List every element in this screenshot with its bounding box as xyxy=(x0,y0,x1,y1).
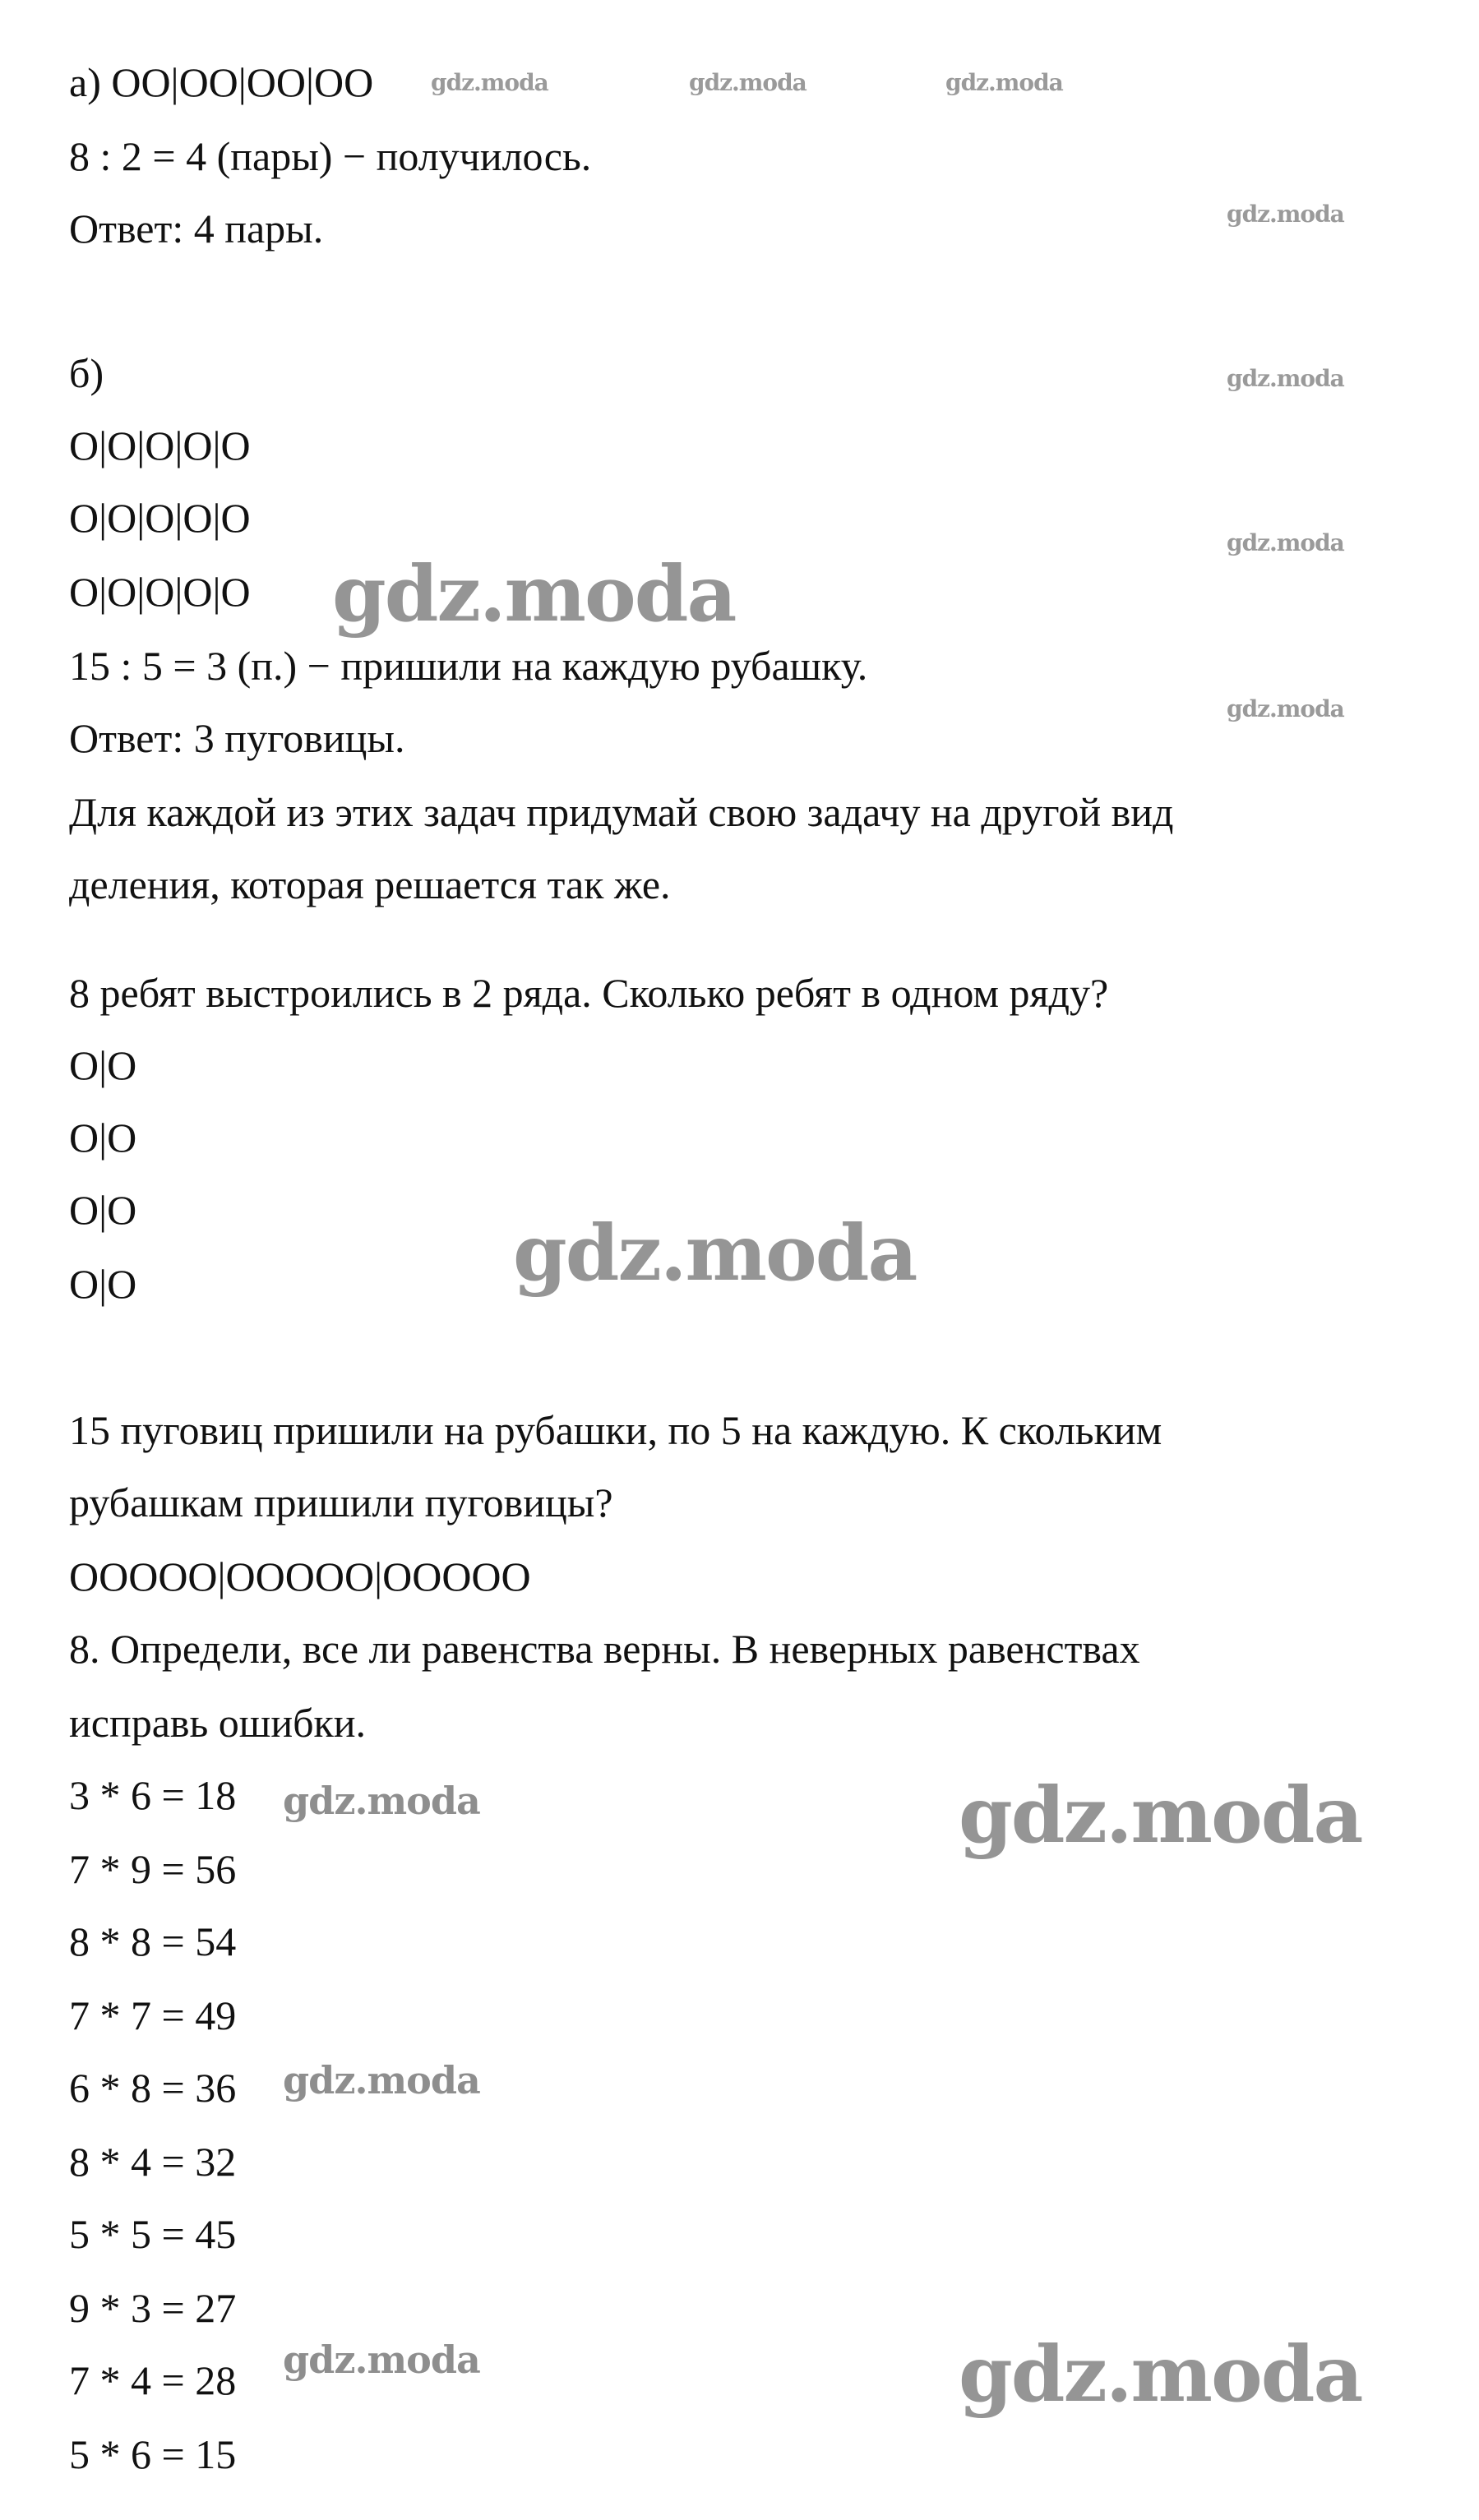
watermark: gdz.moda xyxy=(1227,201,1344,228)
equation-line: 7 * 4 = 28 xyxy=(69,2357,237,2403)
text-line: б) xyxy=(69,350,104,396)
text-line: О|О|О|О|О xyxy=(69,422,251,468)
watermark: gdz.moda xyxy=(959,2329,1362,2420)
text-line: ООООО|ООООО|ООООО xyxy=(69,1553,531,1599)
text-line: 15 : 5 = 3 (п.) − пришили на каждую рубашку. xyxy=(69,643,868,689)
watermark: gdz.moda xyxy=(332,549,736,639)
text-line: О|О xyxy=(69,1115,137,1161)
equation-line: 9 * 3 = 27 xyxy=(69,2285,237,2331)
watermark: gdz.moda xyxy=(283,2058,480,2102)
equation-line: 6 * 8 = 36 xyxy=(69,2065,237,2111)
text-line: а) ОО|ОО|ОО|ОО xyxy=(69,59,374,105)
text-line: О|О|О|О|О xyxy=(69,569,251,615)
watermark: gdz.moda xyxy=(1227,529,1344,556)
text-line: О|О|О|О|О xyxy=(69,495,251,541)
text-line: 8 : 2 = 4 (пары) − получилось. xyxy=(69,133,592,179)
text-line: рубашкам пришили пуговицы? xyxy=(69,1479,613,1525)
equation-line: 5 * 5 = 45 xyxy=(69,2211,237,2257)
watermark: gdz.moda xyxy=(689,69,807,96)
task-line: Для каждой из этих задач придумай свою задачу на другой вид xyxy=(69,789,1174,835)
task-line: 8. Определи, все ли равенства верны. В неверных равенствах xyxy=(69,1626,1140,1672)
text-line: 15 пуговиц пришили на рубашки, по 5 на каждую. К скольким xyxy=(69,1407,1162,1453)
answer-line: Ответ: 3 пуговицы. xyxy=(69,715,405,761)
watermark: gdz.moda xyxy=(945,69,1063,96)
equation-line: 5 * 6 = 15 xyxy=(69,2431,237,2477)
text-line: 8 ребят выстроились в 2 ряда. Сколько ребят в одном ряду? xyxy=(69,970,1109,1016)
equation-line: 3 * 6 = 18 xyxy=(69,1772,237,1818)
equation-line: 7 * 9 = 56 xyxy=(69,1846,237,1892)
text-line: О|О xyxy=(69,1261,137,1307)
equation-line: 8 * 4 = 32 xyxy=(69,2139,237,2185)
watermark: gdz.moda xyxy=(431,69,548,96)
watermark: gdz.moda xyxy=(1227,695,1344,722)
watermark: gdz.moda xyxy=(513,1208,917,1299)
answer-line: Ответ: 4 пары. xyxy=(69,205,324,252)
equation-line: 8 * 8 = 54 xyxy=(69,1918,237,1964)
watermark: gdz.moda xyxy=(959,1770,1362,1861)
equation-line: 7 * 7 = 49 xyxy=(69,1992,237,2038)
task-line: исправь ошибки. xyxy=(69,1700,367,1746)
text-line: О|О xyxy=(69,1187,137,1233)
watermark: gdz.moda xyxy=(283,1779,480,1823)
text-line: О|О xyxy=(69,1042,137,1088)
watermark: gdz.moda xyxy=(1227,365,1344,392)
watermark: gdz.moda xyxy=(283,2338,480,2382)
task-line: деления, которая решается так же. xyxy=(69,861,671,907)
